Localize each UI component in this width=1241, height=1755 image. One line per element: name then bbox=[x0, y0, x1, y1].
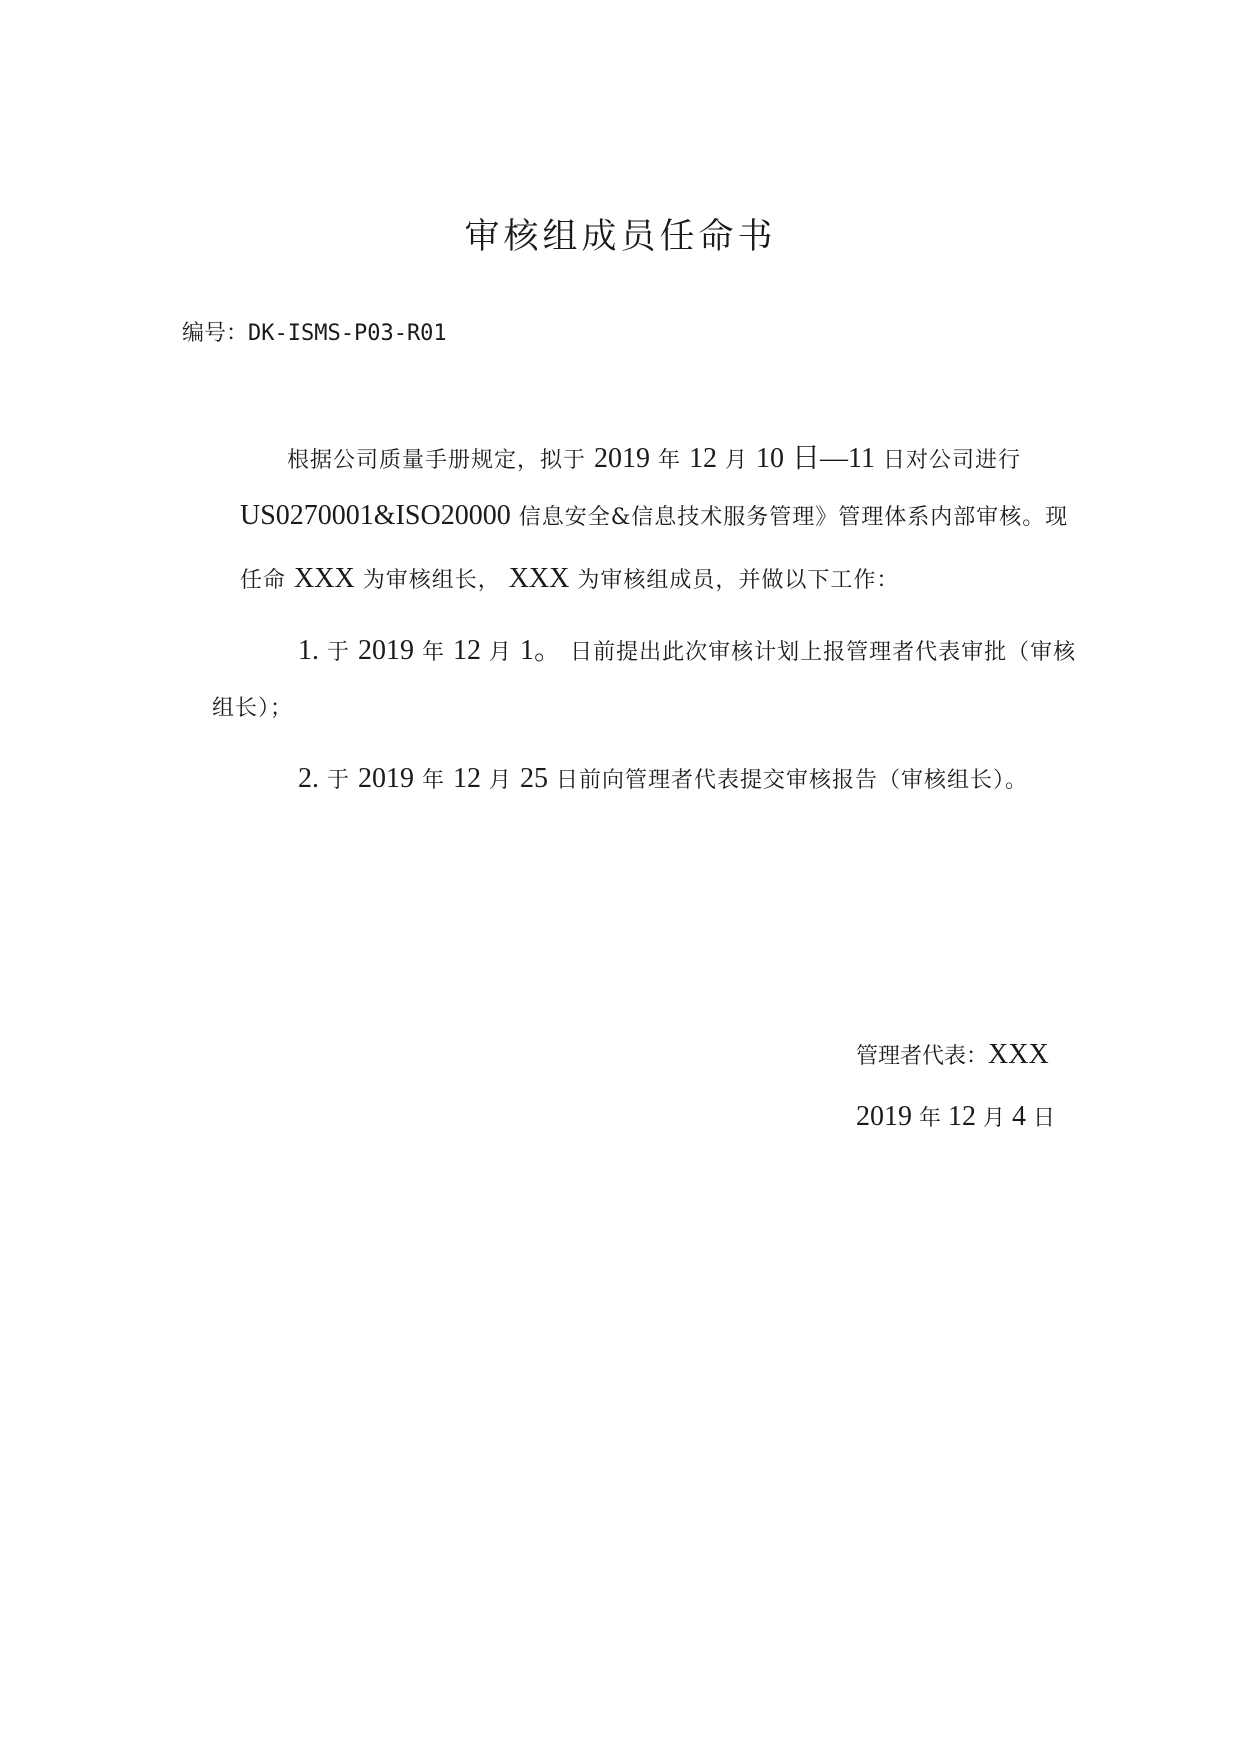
body-text: 为审核组成员，并做以下工作： bbox=[577, 568, 900, 593]
item-number: 1. bbox=[298, 635, 319, 666]
leader-name: XXX bbox=[294, 563, 355, 594]
day-value: 10 bbox=[756, 443, 785, 474]
body-text: 任命 bbox=[240, 568, 287, 593]
year-value: 2019 bbox=[594, 443, 651, 474]
document-title: 审核组成员任命书 bbox=[464, 217, 777, 257]
day-value: 25 bbox=[520, 763, 549, 794]
list-item-1-continuation bbox=[212, 691, 293, 722]
day-value: 1。 bbox=[520, 635, 563, 666]
body-text: 根据公司质量手册规定，拟于 bbox=[287, 448, 587, 473]
body-text: 日前向管理者代表提交审核报告（审核组长）。 bbox=[556, 768, 1029, 793]
document-number: 编号：DK-ISMS-P03-R01 bbox=[182, 321, 447, 346]
body-line-1 bbox=[287, 436, 1021, 476]
body-text: 为审核组长， bbox=[362, 568, 501, 593]
body-line-2 bbox=[240, 500, 1068, 532]
date-month: 12 bbox=[948, 1101, 977, 1132]
rep-label: 管理者代表： bbox=[856, 1044, 989, 1069]
day-range-value: 日—11 bbox=[792, 443, 876, 474]
body-text: 月 bbox=[489, 768, 513, 793]
list-item-2 bbox=[298, 763, 1028, 795]
body-text: 组长）； bbox=[212, 696, 294, 721]
month-value: 12 bbox=[453, 763, 482, 794]
body-text: 日前提出此次审核计划上报管理者代表审批（审核 bbox=[570, 640, 1077, 665]
standard-code: US0270001&ISO20000 bbox=[240, 500, 511, 531]
body-text: 日对公司进行 bbox=[883, 448, 1022, 473]
list-item-1 bbox=[298, 628, 1076, 668]
body-text: 信息安全&信息技术服务管理》管理体系内部审核。现 bbox=[518, 505, 1069, 530]
date-month-unit: 月 bbox=[983, 1106, 1006, 1131]
member-name: XXX bbox=[508, 563, 570, 594]
month-value: 12 bbox=[453, 635, 482, 666]
body-text: 月 bbox=[725, 448, 749, 473]
date-year-unit: 年 bbox=[919, 1106, 942, 1131]
date-year: 2019 bbox=[856, 1101, 912, 1132]
signature-representative bbox=[856, 1039, 1049, 1071]
body-line-3 bbox=[240, 563, 899, 595]
body-text: 月 bbox=[489, 640, 513, 665]
signature-date bbox=[856, 1101, 1055, 1133]
body-text: 于 bbox=[327, 640, 351, 665]
rep-name: XXX bbox=[988, 1039, 1049, 1070]
item-number: 2. bbox=[298, 763, 319, 794]
body-text: 年 bbox=[422, 768, 446, 793]
year-value: 2019 bbox=[358, 763, 415, 794]
date-day: 4 bbox=[1012, 1101, 1027, 1132]
date-day-unit: 日 bbox=[1033, 1106, 1056, 1131]
body-text: 年 bbox=[422, 640, 446, 665]
body-text: 年 bbox=[658, 448, 682, 473]
month-value: 12 bbox=[689, 443, 718, 474]
body-text: 于 bbox=[327, 768, 351, 793]
year-value: 2019 bbox=[358, 635, 415, 666]
